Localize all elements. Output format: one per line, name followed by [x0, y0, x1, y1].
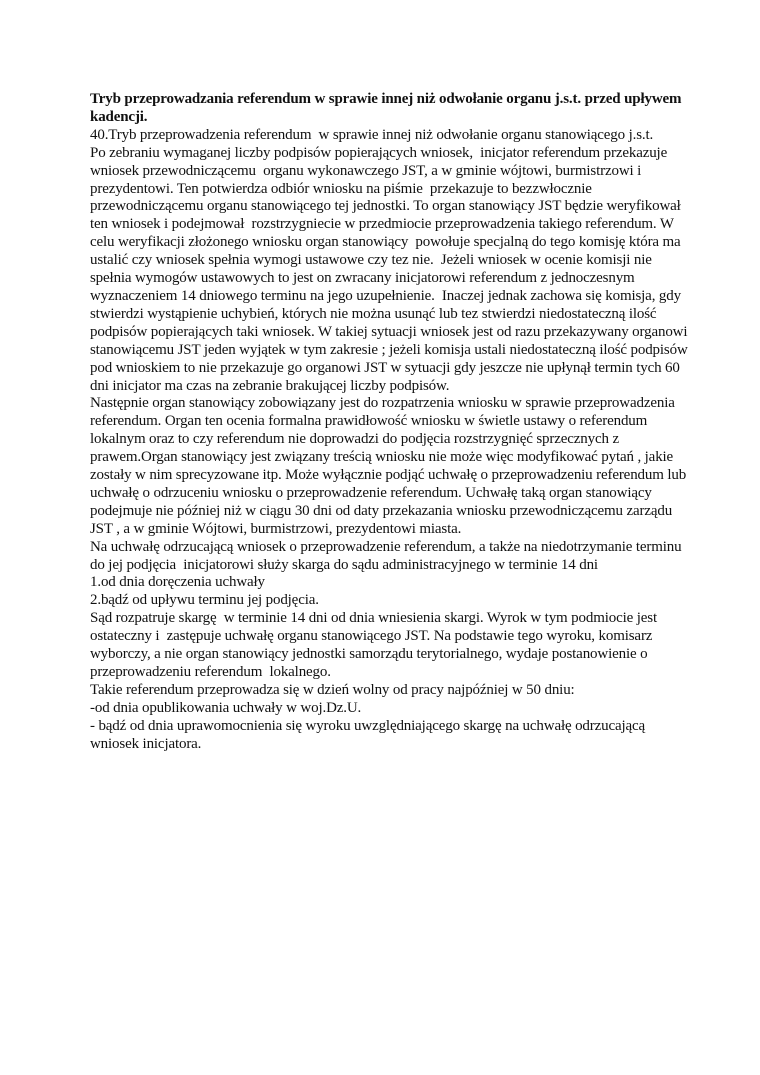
paragraph-procedure: Po zebraniu wymaganej liczby podpisów popierających wniosek, inicjator referendum przekazuje wniosek przewodniczącemu organu wykonawczego JST, a w gminie wójtowi, burmistrzowi i prezydentowi. Ten potwierdza odbiór wniosku na piśmie przekazuje to bezzwłocznie przewodniczącemu organu stanowiącego tej jednostki. To organ stanowiący JST będzie weryfikował ten wniosek i podejmował rozstrzygniecie w przedmiocie przeprowadzenia takiego referendum. W celu weryfikacji złożonego wniosku organ stanowiący powołuje specjalną do tego komisję która ma ustalić czy wniosek spełnia wymogi ustawowe czy tez nie. Jeżeli wniosek w ocenie komisji nie spełnia wymogów ustawowych to jest on zwracany inicjatorowi referendum z jednoczesnym wyznaczeniem 14 dniowego terminu na jego uzupełnienie. Inaczej jednak zachowa się komisja, gdy stwierdzi wystąpienie uchybień, których nie można usunąć lub tez stwierdzi niedostateczną ilość podpisów popierających taki wniosek. W takiej sytuacji wniosek jest od razu przekazywany organowi stanowiącemu JST jeden wyjątek w tym zakresie ; jeżeli komisja ustali niedostateczną ilość podpisów pod wnioskiem to nie przekazuje go organowi JST w sytuacji gdy jeszcze nie upłynął termin tych 60 dni inicjator ma czas na zebranie brakującej liczby podpisów.: [90, 144, 692, 394]
document-title: Tryb przeprowadzania referendum w sprawie innej niż odwołanie organu j.s.t. przed upływem kadencji.: [90, 91, 682, 125]
list-item: - bądź od dnia uprawomocnienia się wyroku uwzględniającego skargę na uchwałę odrzucającą wniosek inicjatora.: [90, 717, 649, 752]
document-page: [90, 91, 690, 754]
paragraph-deadline: Takie referendum przeprowadza się w dzień wolny od pracy najpóźniej w 50 dniu:: [90, 681, 575, 698]
list-item: 2.bądź od upływu terminu jej podjęcia.: [90, 592, 319, 609]
paragraph-complaint: Na uchwałę odrzucającą wniosek o przeprowadzenie referendum, a także na niedotrzymanie terminu do jej podjęcia inicjatorowi służy skarga do sądu administracyjnego w terminie 14 dni: [90, 538, 689, 573]
list-item: -od dnia opublikowania uchwały w woj.Dz.U.: [90, 699, 362, 716]
paragraph-section-heading: 40.Tryb przeprowadzenia referendum w sprawie innej niż odwołanie organu stanowiącego j.s.t.: [90, 126, 654, 143]
list-item: 1.od dnia doręczenia uchwały: [90, 574, 265, 591]
paragraph-organ-review: Następnie organ stanowiący zobowiązany jest do rozpatrzenia wniosku w sprawie przeprowadzenia referendum. Organ ten ocenia formalna prawidłowość wniosku w świetle ustawy o referendum lokalnym oraz to czy referendum nie doprowadzi do podjęcia rozstrzygnięć sprzecznych z prawem.Organ stanowiący jest związany treścią wniosku nie może więc modyfikować pytań , jakie zostały w nim sprecyzowane itp. Może wyłącznie podjąć uchwałę o przeprowadzeniu referendum lub uchwałę o odrzuceniu wniosku o przeprowadzenie referendum. Uchwałę taką organ stanowiący podejmuje nie później niż w ciągu 30 dni od daty przekazania wniosku przewodniczącemu zarządu JST , a w gminie Wójtowi, burmistrzowi, prezydentowi miasta.: [90, 395, 690, 537]
paragraph-court: Sąd rozpatruje skargę w terminie 14 dni od dnia wniesienia skargi. Wyrok w tym podmiocie jest ostateczny i zastępuje uchwałę organu stanowiącego JST. Na podstawie tego wyroku, komisarz wyborczy, a nie organ stanowiący jednostki samorządu terytorialnego, wydaje postanowienie o przeprowadzeniu referendum lokalnego.: [90, 610, 661, 680]
